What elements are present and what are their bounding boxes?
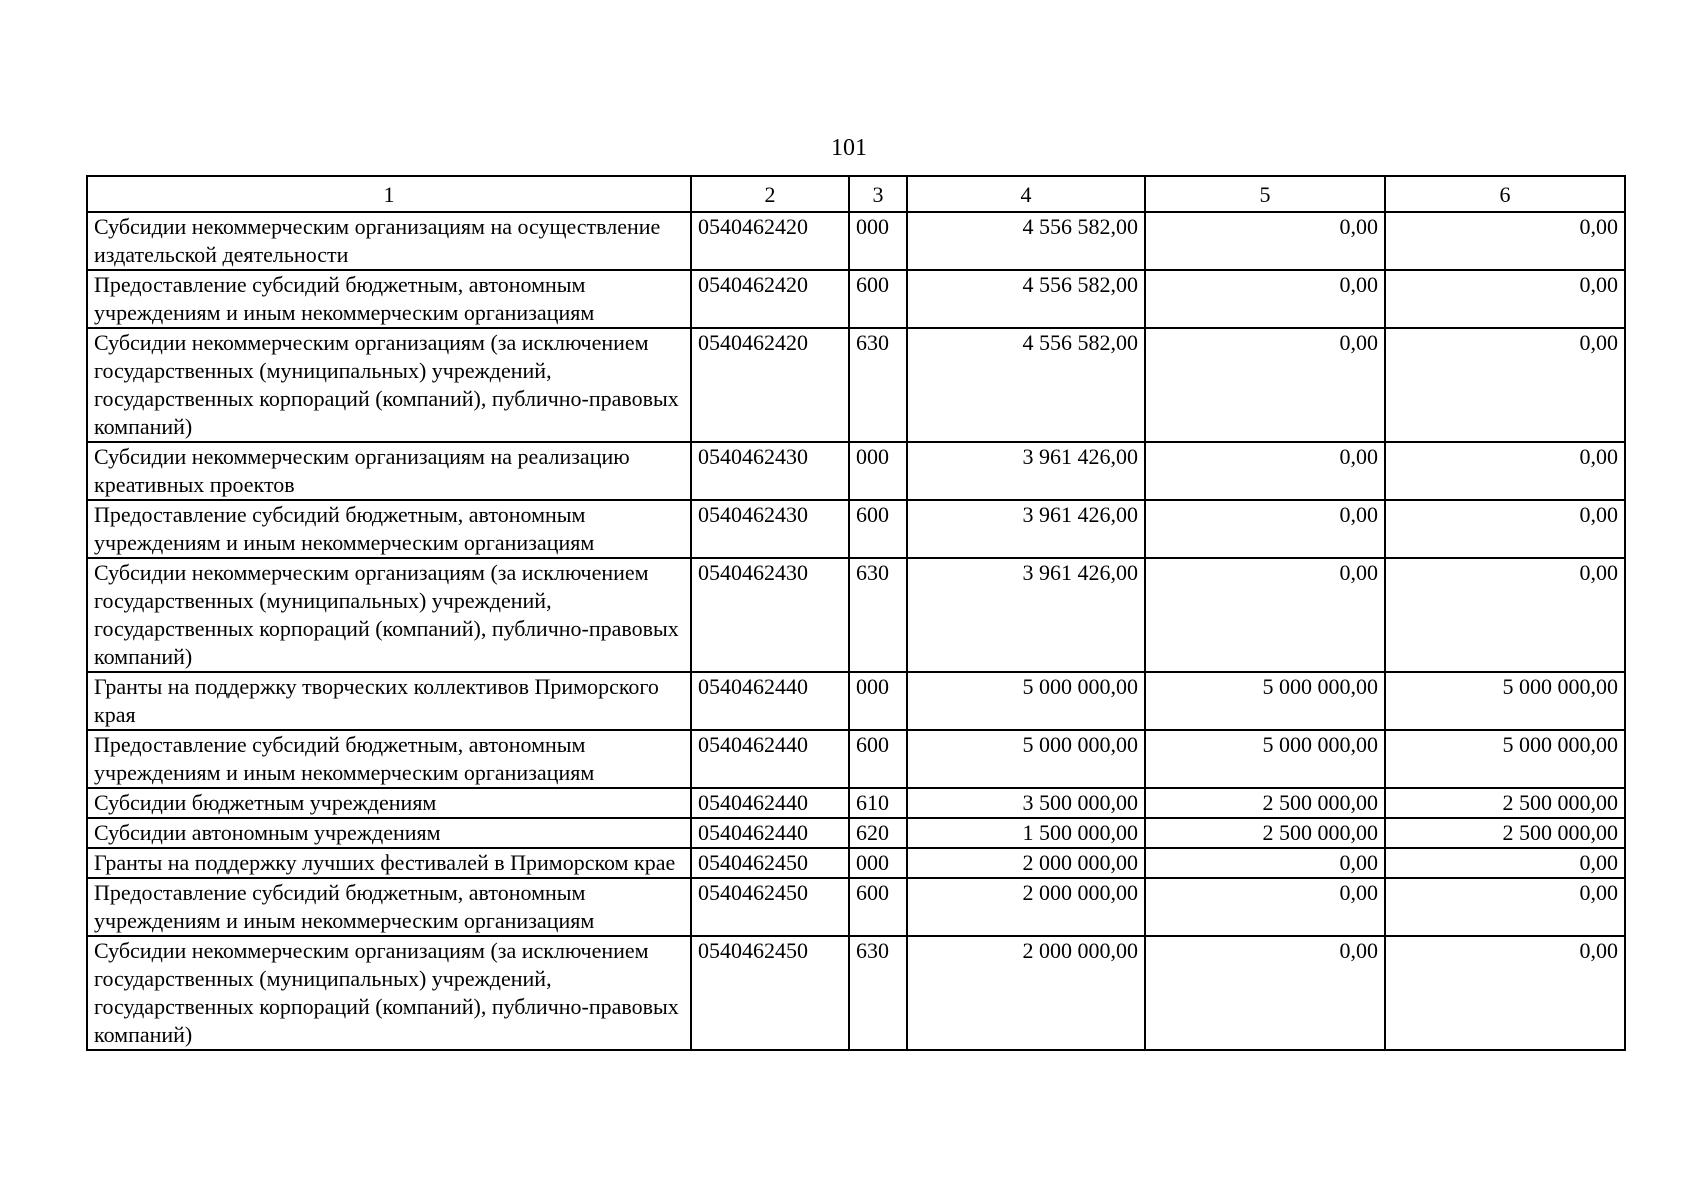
row-value-5: 0,00: [1145, 212, 1385, 270]
header-row: [87, 176, 1625, 212]
row-name: Субсидии автономным учреждениям: [87, 818, 691, 848]
table-row: [87, 936, 1625, 1050]
row-value-4: 3 961 426,00: [907, 558, 1145, 672]
table-row: [87, 818, 1625, 848]
row-value-4: 4 556 582,00: [907, 328, 1145, 442]
row-code: 0540462440: [691, 730, 849, 788]
row-value-6: 0,00: [1385, 936, 1625, 1050]
row-value-6: 2 500 000,00: [1385, 788, 1625, 818]
row-value-4: 4 556 582,00: [907, 212, 1145, 270]
table-row: [87, 878, 1625, 936]
row-value-5: 2 500 000,00: [1145, 788, 1385, 818]
row-code: 0540462420: [691, 212, 849, 270]
row-name: Гранты на поддержку лучших фестивалей в Приморском крае: [87, 848, 691, 878]
row-value-5: 0,00: [1145, 848, 1385, 878]
row-value-6: 0,00: [1385, 558, 1625, 672]
row-name: Предоставление субсидий бюджетным, автономным учреждениям и иным некоммерческим организациям: [87, 500, 691, 558]
row-name: Предоставление субсидий бюджетным, автономным учреждениям и иным некоммерческим организациям: [87, 270, 691, 328]
row-value-6: 0,00: [1385, 212, 1625, 270]
row-kind: 000: [849, 672, 907, 730]
row-kind: 630: [849, 328, 907, 442]
table-row: [87, 558, 1625, 672]
row-code: 0540462430: [691, 442, 849, 500]
row-name: Субсидии некоммерческим организациям на осуществление издательской деятельности: [87, 212, 691, 270]
row-value-5: 0,00: [1145, 936, 1385, 1050]
row-kind: 600: [849, 270, 907, 328]
row-value-4: 3 500 000,00: [907, 788, 1145, 818]
row-kind: 000: [849, 212, 907, 270]
row-value-6: 0,00: [1385, 442, 1625, 500]
row-code: 0540462440: [691, 788, 849, 818]
row-value-6: 2 500 000,00: [1385, 818, 1625, 848]
page-number: 101: [831, 135, 867, 161]
row-value-6: 0,00: [1385, 848, 1625, 878]
row-name: Гранты на поддержку творческих коллективов Приморского края: [87, 672, 691, 730]
column-header-2: 2: [691, 176, 849, 212]
row-value-6: 5 000 000,00: [1385, 730, 1625, 788]
row-value-4: 4 556 582,00: [907, 270, 1145, 328]
row-kind: 600: [849, 878, 907, 936]
row-value-4: 3 961 426,00: [907, 500, 1145, 558]
row-kind: 630: [849, 936, 907, 1050]
table-row: [87, 212, 1625, 270]
column-header-4: 4: [907, 176, 1145, 212]
row-code: 0540462420: [691, 328, 849, 442]
row-kind: 620: [849, 818, 907, 848]
row-code: 0540462430: [691, 500, 849, 558]
row-kind: 600: [849, 730, 907, 788]
row-code: 0540462420: [691, 270, 849, 328]
row-value-5: 0,00: [1145, 500, 1385, 558]
row-value-6: 0,00: [1385, 500, 1625, 558]
table-row: [87, 270, 1625, 328]
row-value-5: 5 000 000,00: [1145, 730, 1385, 788]
row-kind: 000: [849, 848, 907, 878]
row-value-4: 2 000 000,00: [907, 848, 1145, 878]
row-code: 0540462430: [691, 558, 849, 672]
row-code: 0540462450: [691, 936, 849, 1050]
row-value-6: 0,00: [1385, 270, 1625, 328]
budget-table: [86, 175, 1626, 1051]
table-row: [87, 730, 1625, 788]
column-header-3: 3: [849, 176, 907, 212]
row-value-6: 0,00: [1385, 328, 1625, 442]
row-value-6: 5 000 000,00: [1385, 672, 1625, 730]
row-name: Субсидии некоммерческим организациям (за исключением государственных (муниципальных) учреждений, государственных корпораций (компаний), публично-правовых компаний): [87, 936, 691, 1050]
row-kind: 610: [849, 788, 907, 818]
row-code: 0540462450: [691, 848, 849, 878]
row-kind: 630: [849, 558, 907, 672]
row-name: Субсидии некоммерческим организациям (за исключением государственных (муниципальных) учреждений, государственных корпораций (компаний), публично-правовых компаний): [87, 558, 691, 672]
row-value-4: 2 000 000,00: [907, 878, 1145, 936]
row-value-5: 0,00: [1145, 328, 1385, 442]
row-value-4: 3 961 426,00: [907, 442, 1145, 500]
table-row: [87, 788, 1625, 818]
table-row: [87, 328, 1625, 442]
row-value-4: 1 500 000,00: [907, 818, 1145, 848]
row-value-4: 5 000 000,00: [907, 730, 1145, 788]
row-name: Субсидии некоммерческим организациям (за исключением государственных (муниципальных) учреждений, государственных корпораций (компаний), публично-правовых компаний): [87, 328, 691, 442]
row-value-4: 2 000 000,00: [907, 936, 1145, 1050]
row-value-5: 0,00: [1145, 558, 1385, 672]
row-kind: 000: [849, 442, 907, 500]
row-name: Субсидии бюджетным учреждениям: [87, 788, 691, 818]
row-name: Предоставление субсидий бюджетным, автономным учреждениям и иным некоммерческим организациям: [87, 878, 691, 936]
table-row: [87, 500, 1625, 558]
column-header-5: 5: [1145, 176, 1385, 212]
row-value-5: 2 500 000,00: [1145, 818, 1385, 848]
row-value-5: 0,00: [1145, 442, 1385, 500]
table-row: [87, 442, 1625, 500]
table-row: [87, 848, 1625, 878]
column-header-1: 1: [87, 176, 691, 212]
row-value-4: 5 000 000,00: [907, 672, 1145, 730]
column-header-6: 6: [1385, 176, 1625, 212]
row-code: 0540462440: [691, 818, 849, 848]
table-row: [87, 672, 1625, 730]
row-value-5: 5 000 000,00: [1145, 672, 1385, 730]
row-name: Предоставление субсидий бюджетным, автономным учреждениям и иным некоммерческим организациям: [87, 730, 691, 788]
row-kind: 600: [849, 500, 907, 558]
row-name: Субсидии некоммерческим организациям на реализацию креативных проектов: [87, 442, 691, 500]
row-code: 0540462450: [691, 878, 849, 936]
row-value-6: 0,00: [1385, 878, 1625, 936]
row-value-5: 0,00: [1145, 270, 1385, 328]
row-value-5: 0,00: [1145, 878, 1385, 936]
row-code: 0540462440: [691, 672, 849, 730]
